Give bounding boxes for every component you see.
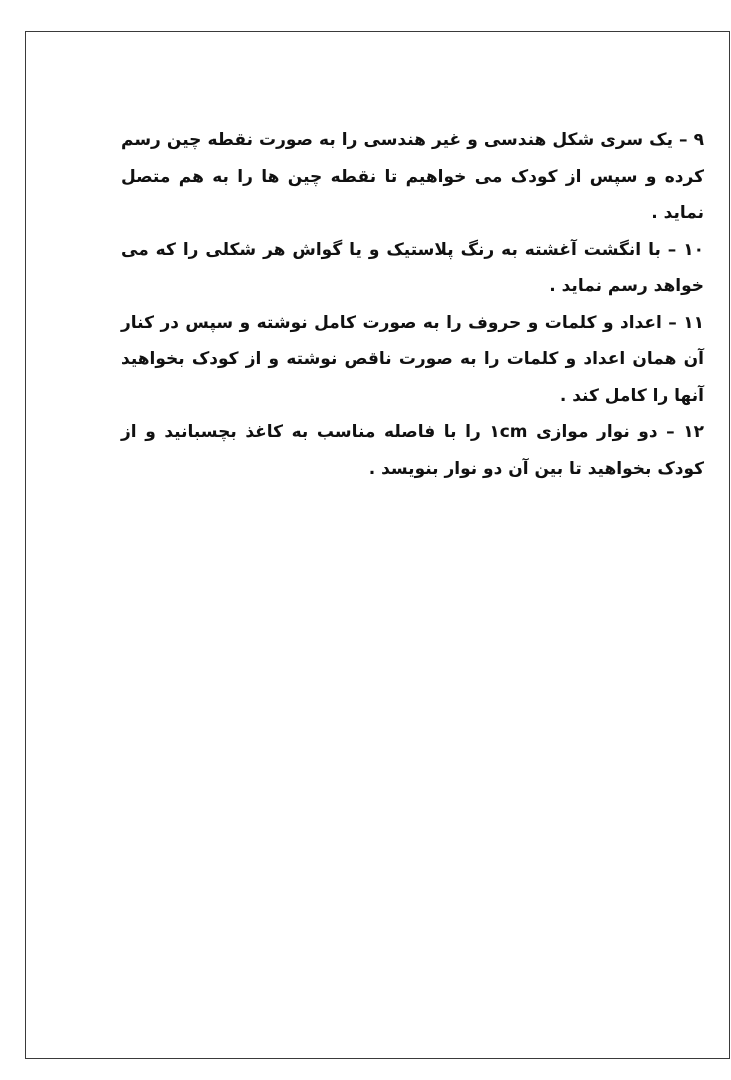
list-item-11: ۱۱ – اعداد و کلمات و حروف را به صورت کامل نوشته و سپس در کنار آن همان اعداد و کلمات را به صورت ناقص نوشته و از کودک بخواهید آنها را کامل کند .	[121, 312, 704, 406]
page-frame	[25, 31, 730, 1059]
list-item-10: ۱۰ – با انگشت آغشته به رنگ پلاستیک و یا گواش هر شکلی را که می خواهد رسم نماید .	[121, 239, 704, 296]
document-body	[121, 122, 704, 487]
list-item-9: ۹ – یک سری شکل هندسی و غیر هندسی را به صورت نقطه چین رسم کرده و سپس از کودک می خواهیم تا نقطه چین ها را به هم متصل نماید .	[121, 130, 704, 223]
list-item-12: ۱۲ – دو نوار موازی ۱cm را با فاصله مناسب به کاغذ بچسبانید و از کودک بخواهید تا بین آن دو نوار بنویسد .	[121, 422, 705, 479]
